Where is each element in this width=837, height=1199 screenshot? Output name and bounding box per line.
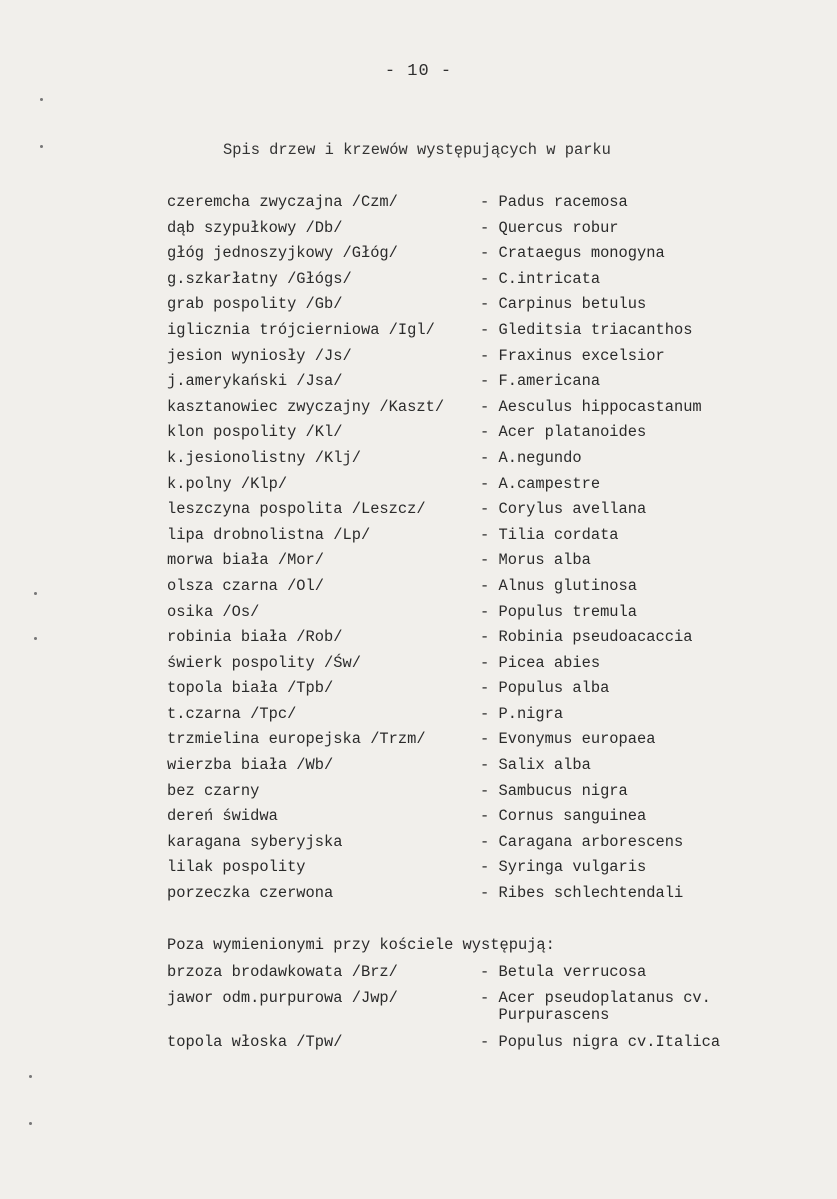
- latin-name: - Sambucus nigra: [480, 781, 628, 800]
- polish-name: iglicznia trójcierniowa /Igl/: [167, 320, 435, 339]
- latin-name: - Tilia cordata: [480, 525, 619, 544]
- polish-name: t.czarna /Tpc/: [167, 704, 297, 723]
- polish-name: j.amerykański /Jsa/: [167, 372, 343, 391]
- polish-name: bez czarny: [167, 781, 260, 800]
- polish-name: klon pospolity /Kl/: [167, 423, 343, 442]
- polish-name: porzeczka czerwona: [167, 884, 334, 903]
- polish-name: leszczyna pospolita /Leszcz/: [167, 500, 426, 519]
- polish-name: osika /Os/: [167, 602, 260, 621]
- latin-name: - Populus nigra cv.Italica: [480, 1032, 721, 1051]
- latin-name: - Ribes schlechtendali: [480, 884, 684, 903]
- polish-name: świerk pospolity /Św/: [167, 653, 361, 672]
- polish-name: karagana syberyjska: [167, 832, 343, 851]
- scan-mark: [34, 592, 37, 595]
- latin-name: - Evonymus europaea: [480, 730, 656, 749]
- polish-name: jesion wyniosły /Js/: [167, 346, 352, 365]
- polish-name: jawor odm.purpurowa /Jwp/: [167, 988, 398, 1007]
- polish-name: grab pospolity /Gb/: [167, 295, 343, 314]
- scan-mark: [29, 1122, 32, 1125]
- polish-name: lilak pospolity: [167, 858, 306, 877]
- polish-name: k.jesionolistny /Klj/: [167, 448, 361, 467]
- latin-name: - Gleditsia triacanthos: [480, 320, 693, 339]
- polish-name: g.szkarłatny /Głógs/: [167, 269, 352, 288]
- polish-name: topola biała /Tpb/: [167, 679, 334, 698]
- latin-name: - Populus alba: [480, 679, 610, 698]
- polish-name: k.polny /Klp/: [167, 474, 288, 493]
- latin-name: - Syringa vulgaris: [480, 858, 647, 877]
- polish-name: topola włoska /Tpw/: [167, 1032, 343, 1051]
- polish-name: trzmielina europejska /Trzm/: [167, 730, 426, 749]
- polish-name: olsza czarna /Ol/: [167, 576, 325, 595]
- polish-name: robinia biała /Rob/: [167, 628, 343, 647]
- latin-name-line1: - Acer pseudoplatanus cv.: [480, 988, 711, 1007]
- latin-name: - Quercus robur: [480, 218, 619, 237]
- page-title: Spis drzew i krzewów występujących w parku: [223, 141, 611, 159]
- polish-name: morwa biała /Mor/: [167, 551, 325, 570]
- polish-name: lipa drobnolistna /Lp/: [167, 525, 371, 544]
- polish-name: głóg jednoszyjkowy /Głóg/: [167, 244, 398, 263]
- scan-mark: [34, 637, 37, 640]
- latin-name: - Cornus sanguinea: [480, 807, 647, 826]
- latin-name: - Alnus glutinosa: [480, 576, 638, 595]
- latin-name: - Crataegus monogyna: [480, 244, 665, 263]
- latin-name: - Betula verrucosa: [480, 963, 647, 981]
- latin-name: - Picea abies: [480, 653, 601, 672]
- polish-name: dąb szypułkowy /Db/: [167, 218, 343, 237]
- page-number: - 10 -: [384, 62, 453, 81]
- latin-name: - Populus tremula: [480, 602, 638, 621]
- polish-name: czeremcha zwyczajna /Czm/: [167, 193, 398, 211]
- latin-name: - Salix alba: [480, 756, 591, 775]
- latin-name: - Corylus avellana: [480, 500, 647, 519]
- latin-name: - Robinia pseudoacaccia: [480, 628, 693, 647]
- latin-name: - Fraxinus excelsior: [480, 346, 665, 365]
- polish-name: brzoza brodawkowata /Brz/: [167, 963, 398, 981]
- latin-name-line2: Purpurascens: [498, 1005, 610, 1024]
- polish-name: dereń świdwa: [167, 807, 278, 826]
- latin-name: - Carpinus betulus: [480, 295, 647, 314]
- polish-name: wierzba biała /Wb/: [167, 756, 334, 775]
- scan-mark: [40, 145, 43, 148]
- latin-name: - A.negundo: [480, 448, 582, 467]
- latin-name: - F.americana: [480, 372, 601, 391]
- latin-name: - Caragana arborescens: [480, 832, 684, 851]
- latin-name: - Acer platanoides: [480, 423, 647, 442]
- latin-name: - P.nigra: [480, 704, 564, 723]
- latin-name: - C.intricata: [480, 269, 601, 288]
- latin-name: - Morus alba: [480, 551, 591, 570]
- polish-name: kasztanowiec zwyczajny /Kaszt/: [167, 397, 445, 416]
- latin-name: - Aesculus hippocastanum: [480, 397, 702, 416]
- latin-name: - Padus racemosa: [480, 193, 628, 211]
- latin-name: [480, 990, 711, 1024]
- scan-mark: [29, 1075, 32, 1078]
- church-intro: Poza wymienionymi przy kościele występują:: [167, 936, 555, 954]
- latin-name: - A.campestre: [480, 474, 601, 493]
- scan-mark: [40, 98, 43, 101]
